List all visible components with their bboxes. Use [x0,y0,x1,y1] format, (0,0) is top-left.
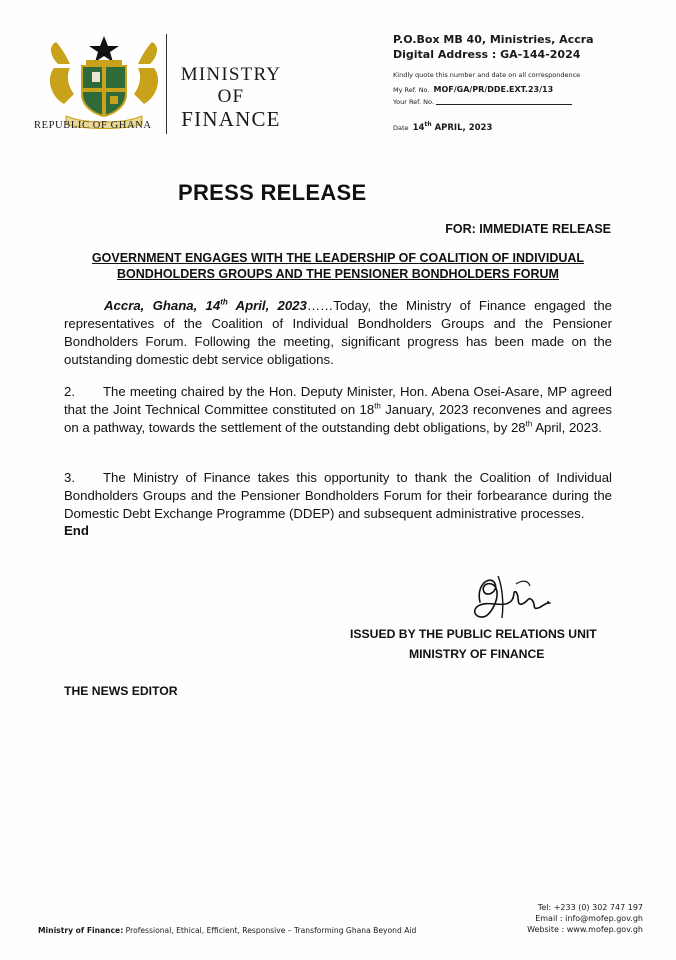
contact-info [527,902,643,935]
your-ref-blank-line [436,104,572,105]
ministry-name-line2: OF [217,86,245,107]
release-status: FOR: IMMEDIATE RELEASE [445,222,611,236]
your-ref-row [393,98,594,106]
paragraph-1 [64,297,612,369]
end-marker: End [64,523,89,538]
contact-email: Email : info@mofep.gov.gh [535,914,643,923]
paragraph-2-text-b: January, 2023 reconvenes and agrees on a pathway, towards the settlement of the outstanding debt obligations, by 28 [64,402,612,435]
address-block [393,32,594,133]
motto-text: Professional, Ethical, Efficient, Responsive – Transforming Ghana Beyond Aid [123,926,417,935]
paragraph-2-text-c: April, 2023. [532,420,602,435]
dateline-sup: th [220,297,228,307]
paragraph-2-sup-1: th [374,401,381,411]
date-suffix: th [424,121,432,128]
ministry-name-line1: MINISTRY [180,64,282,85]
date-label: Date [393,123,409,132]
paragraph-2-text-a: The meeting chaired by the Hon. Deputy Minister, Hon. Abena Osei-Asare, MP agreed that the Joint Technical Committee constituted on 18 [64,384,612,417]
paragraph-3-text: The Ministry of Finance takes this opportunity to thank the Coalition of Individual Bondholders Groups and the Pensioner Bondholders Forum for their forbearance during the Domestic Debt Exchange Programme (DDEP) and subsequent administrative processes. [64,470,612,521]
footer-motto [38,926,416,935]
header-divider [166,34,167,134]
motto-label: Ministry of Finance: [38,926,124,935]
ghana-coat-of-arms-icon [44,34,164,130]
paragraph-1-text: ……Today, the Ministry of Finance engaged the representatives of the Coalition of Individual Bondholders Groups and the Pensioner Bondholders Forum. Following the meeting, significant progress has been made on the outstanding domestic debt service obligations. [64,298,612,367]
contact-tel: Tel: +233 (0) 302 747 197 [537,903,643,912]
digital-address: Digital Address : GA-144-2024 [393,48,581,61]
recipient-line: THE NEWS EDITOR [64,684,178,698]
page-title: PRESS RELEASE [178,180,367,205]
date-value [413,123,493,133]
dateline [104,298,307,313]
signature-mark [458,572,554,624]
your-ref-label: Your Ref. No. [393,98,434,106]
headline-line2: BONDHOLDERS GROUPS AND THE PENSIONER BONDHOLDERS FORUM [117,267,559,281]
date-row [393,121,594,133]
republic-of-ghana-label: REPUBLIC OF GHANA [34,120,152,131]
contact-website: Website : www.mofep.gov.gh [527,925,643,934]
ministry-name [172,64,290,130]
my-ref-value: MOF/GA/PR/DDE.EXT.23/13 [433,85,554,94]
headline [64,250,612,282]
issuer-ministry: MINISTRY OF FINANCE [409,647,545,661]
dateline-part-a: Accra, Ghana, 14 [104,298,221,313]
ministry-name-line3: FINANCE [181,107,281,131]
quote-note: Kindly quote this number and date on all correspondence [393,71,581,79]
date-month-year: APRIL, 2023 [434,122,493,133]
my-ref-row [393,85,594,94]
issued-by-line: ISSUED BY THE PUBLIC RELATIONS UNIT [350,627,597,641]
po-box: P.O.Box MB 40, Ministries, Accra [393,33,594,46]
paragraph-3-number: 3. [64,470,75,485]
headline-line1: GOVERNMENT ENGAGES WITH THE LEADERSHIP OF COALITION OF INDIVIDUAL [91,251,585,265]
date-day: 14 [412,122,425,133]
paragraph-2 [64,383,612,437]
dateline-part-b: April, 2023 [227,298,307,313]
my-ref-label: My Ref. No. [393,86,430,94]
paragraph-3 [64,469,612,523]
paragraph-2-sup-2: th [525,419,533,429]
paragraph-2-number: 2. [64,384,75,399]
